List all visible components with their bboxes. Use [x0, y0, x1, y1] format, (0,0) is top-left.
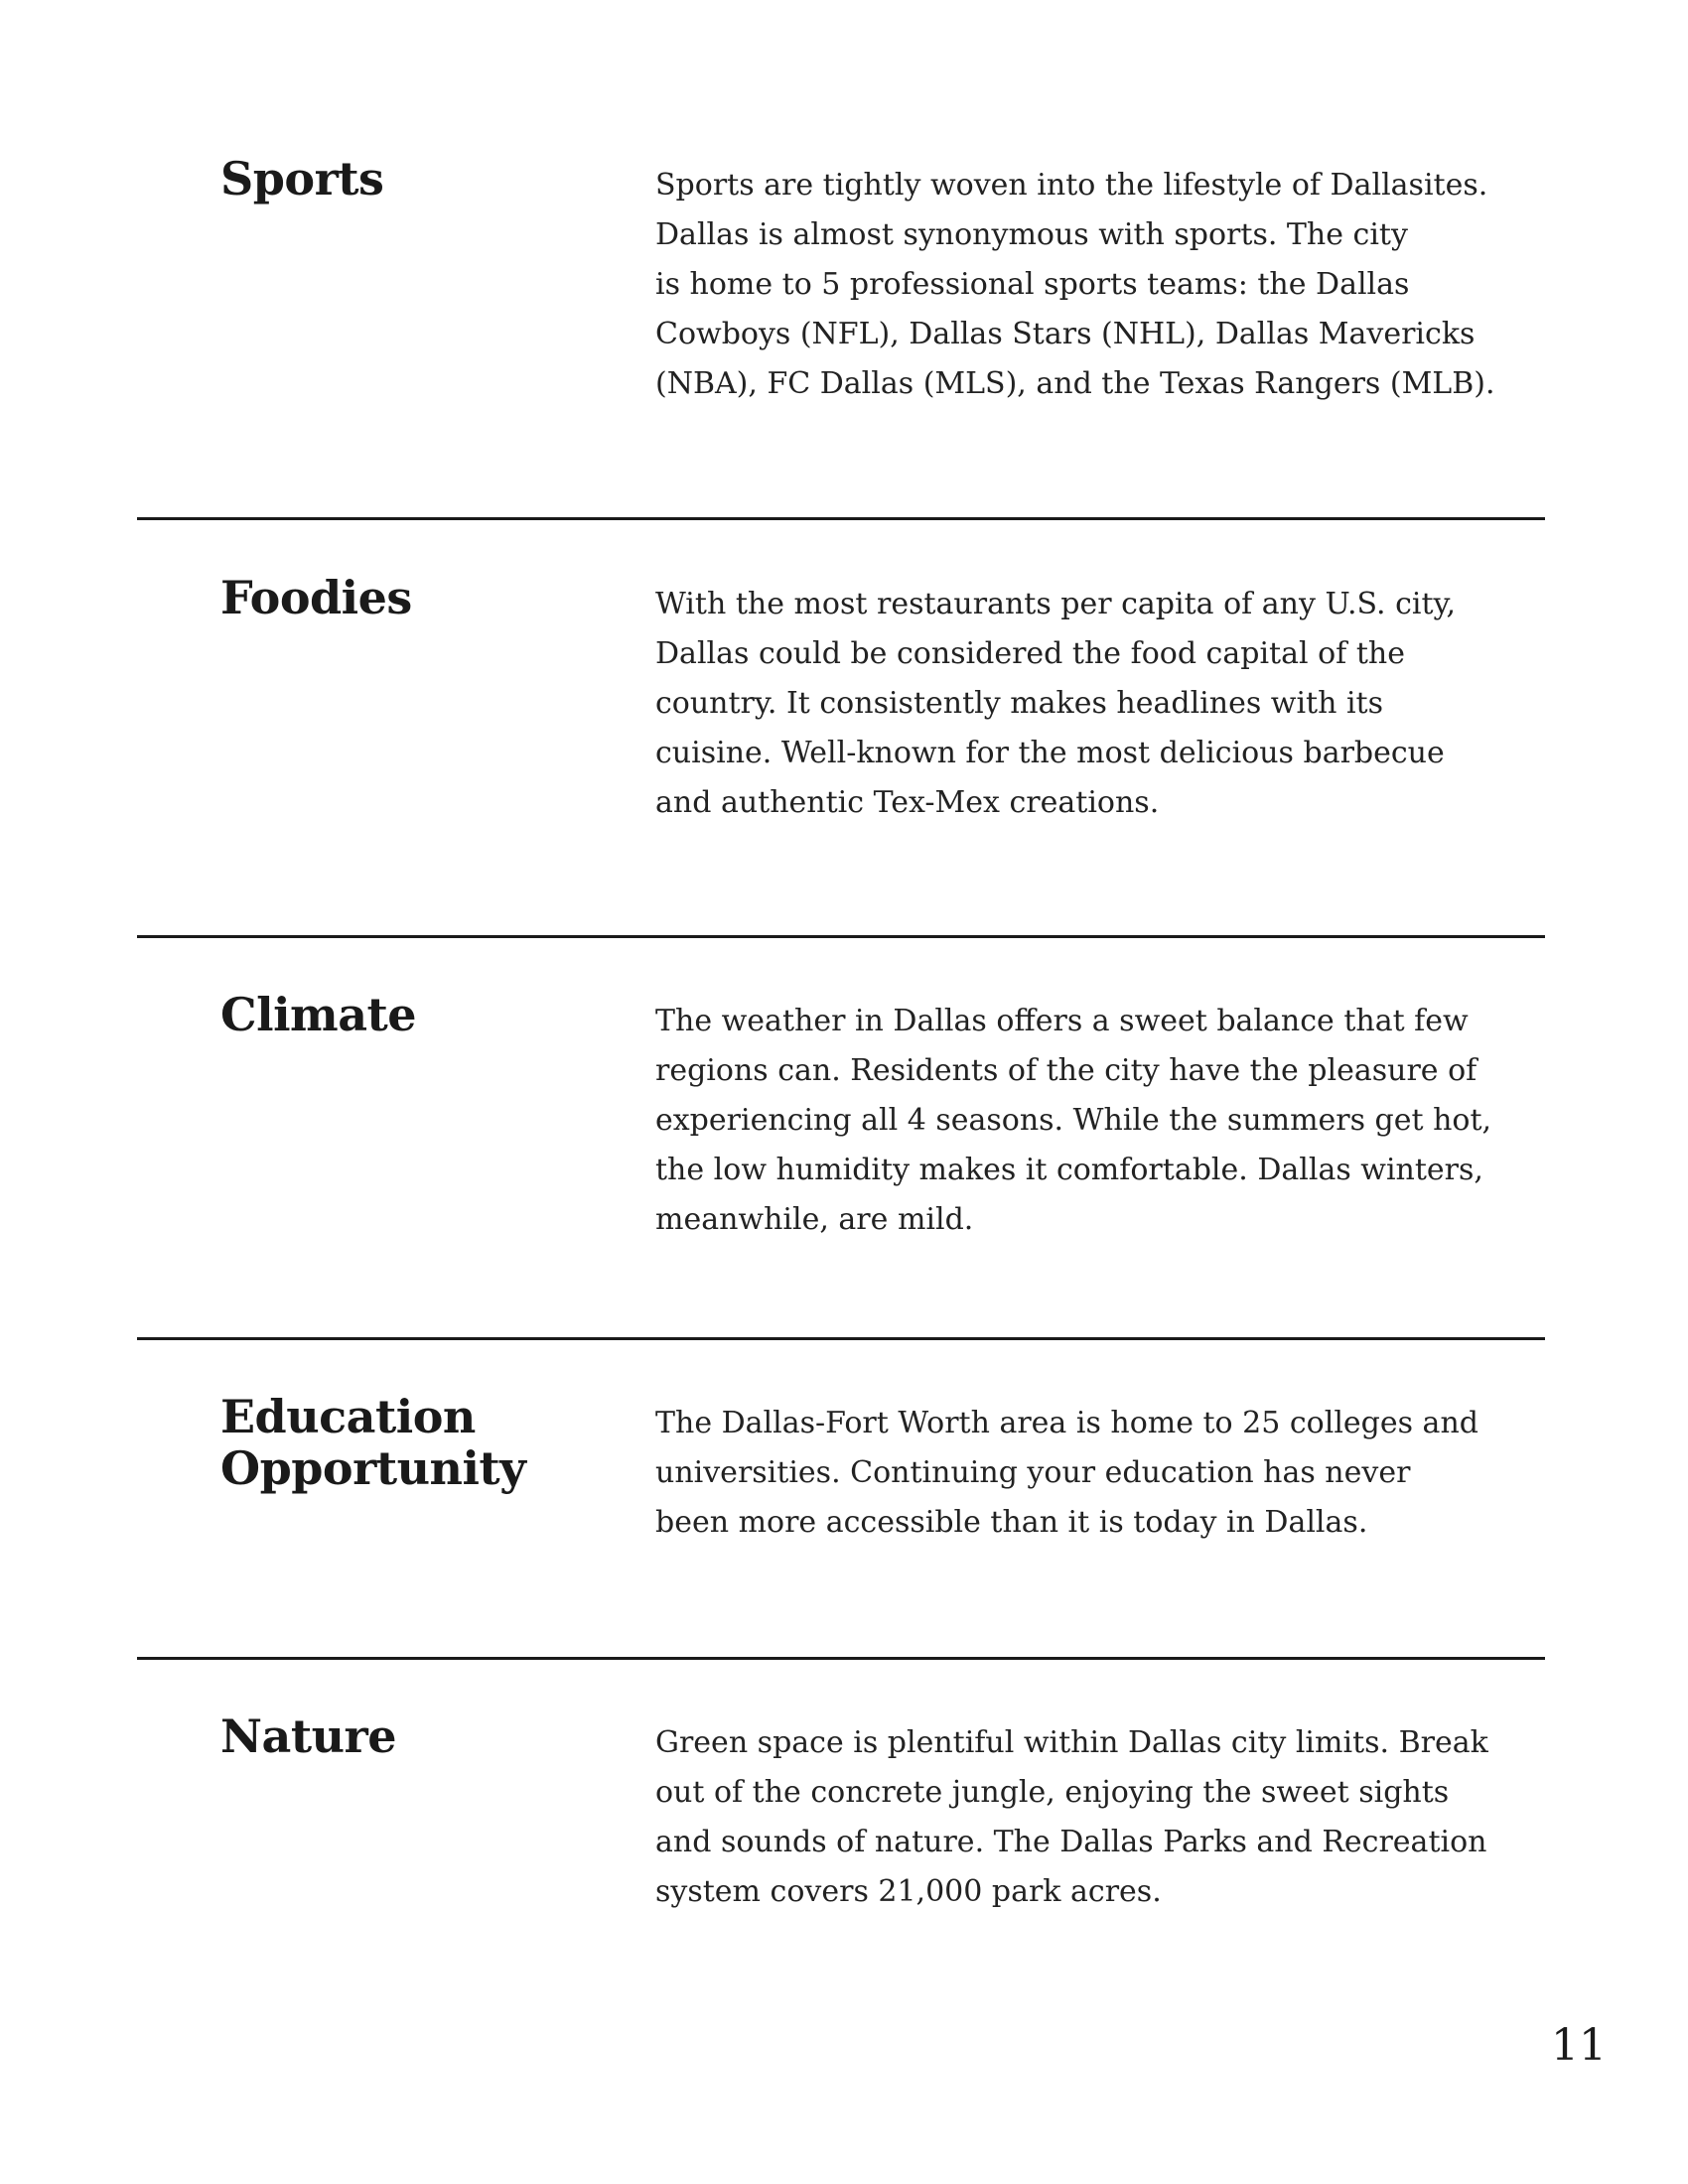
divider [137, 935, 1545, 938]
section-body: Green space is plentiful within Dallas city limits. Break out of the concrete jungle, enjoying the sweet sights and sounds of nature. The Dallas Parks and Recreation system covers 21,000 park acres. [655, 1725, 1488, 1909]
section-body: Sports are tightly woven into the lifestyle of Dallasites. Dallas is almost synonymous with sports. The city is home to 5 professional sports teams: the Dallas Cowboys (NFL), Dallas Stars (NHL), Dallas Mavericks (NBA), FC Dallas (MLS), and the Texas Rangers (MLB). [655, 168, 1495, 401]
section-heading: Climate [220, 988, 417, 1041]
divider [137, 517, 1545, 520]
divider [137, 1657, 1545, 1660]
section-heading: Foodies [220, 571, 412, 624]
section-body: With the most restaurants per capita of any U.S. city, Dallas could be considered the food capital of the country. It consistently makes headlines with its cuisine. Well-known for the most delicious barbecue and authentic Tex-Mex creations. [655, 587, 1457, 820]
page-number: 11 [1551, 2020, 1607, 2071]
divider [137, 1337, 1545, 1340]
section-body: The weather in Dallas offers a sweet balance that few regions can. Residents of the city have the pleasure of experiencing all 4 seasons. While the summers get hot, the low humidity makes it comfortable. Dallas winters, meanwhile, are mild. [655, 1004, 1492, 1237]
section-heading: Sports [220, 152, 384, 205]
section-heading: Education Opportunity [220, 1390, 526, 1495]
section-body: The Dallas-Fort Worth area is home to 25 colleges and universities. Continuing your education has never been more accessible than it is today in Dallas. [655, 1406, 1478, 1540]
section-heading: Nature [220, 1709, 397, 1763]
